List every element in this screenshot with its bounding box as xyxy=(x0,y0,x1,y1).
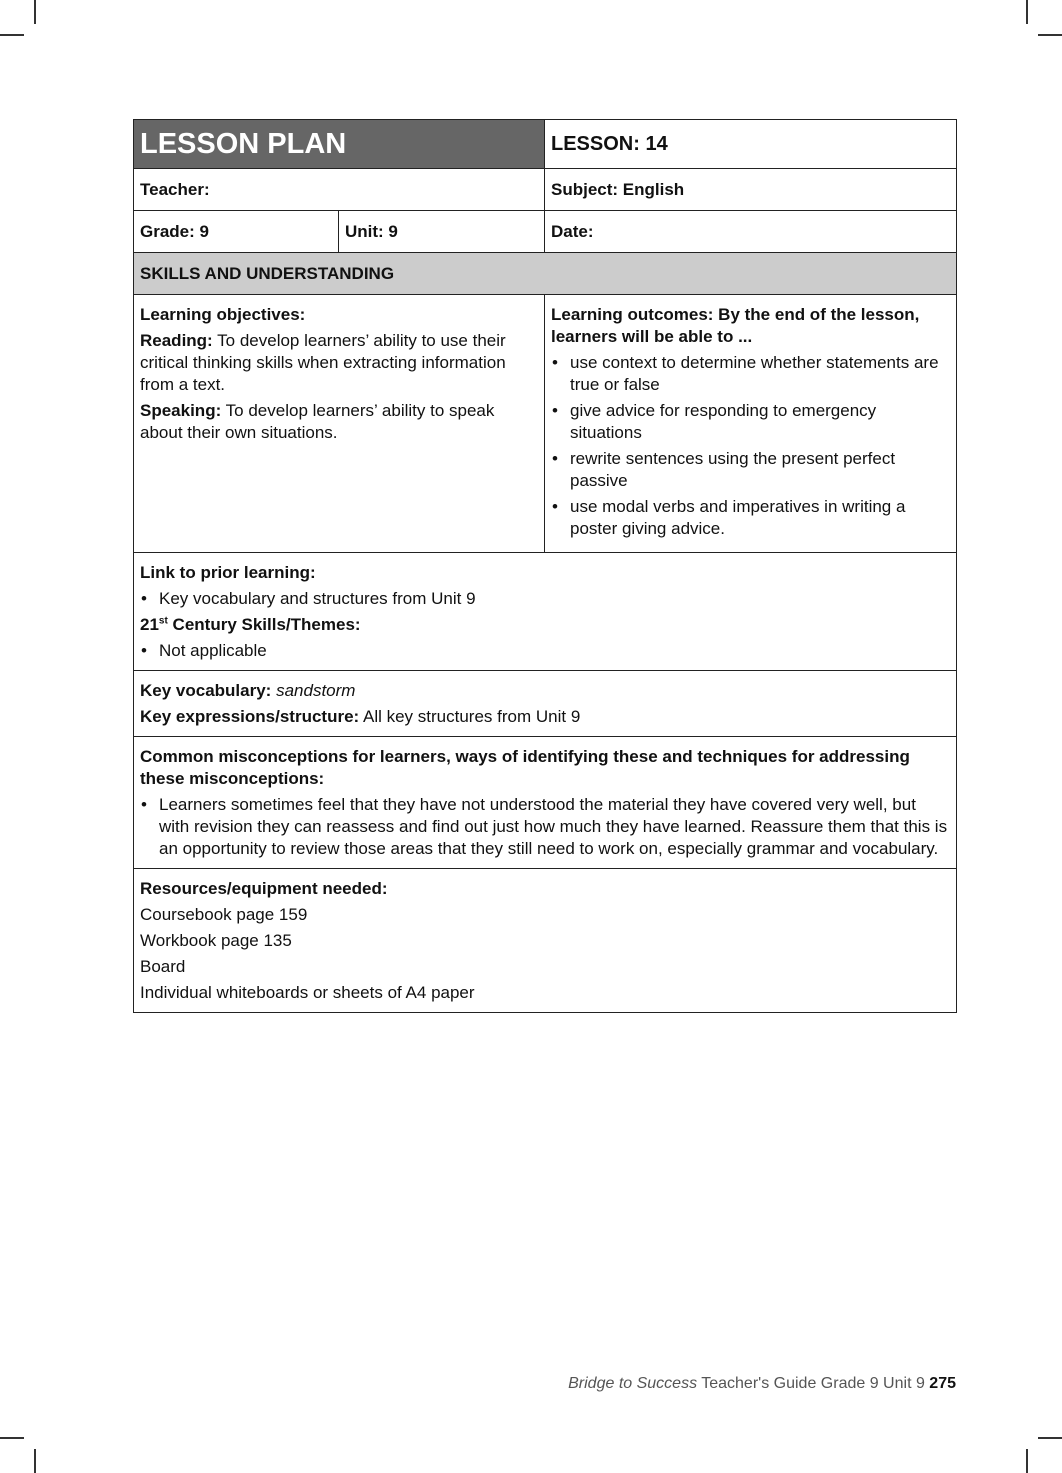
speaking-objective xyxy=(140,400,538,444)
crop-mark xyxy=(1026,0,1028,24)
list-item: • Learners sometimes feel that they have not understood the material they have covered very well, but with revision they can reassess and find out just how much they have learned. Reassure them that this is an opportunity to review those areas that they still need to work on, especially grammar and vocabulary. xyxy=(140,794,950,860)
learning-outcomes-heading: Learning outcomes: By the end of the lesson, learners will be able to ... xyxy=(551,305,920,346)
list-item: • rewrite sentences using the present perfect passive xyxy=(551,448,950,492)
list-item: • Not applicable xyxy=(140,640,950,662)
resource-item: Individual whiteboards or sheets of A4 paper xyxy=(140,983,475,1002)
book-title: Bridge to Success xyxy=(568,1375,698,1392)
century-suffix: st xyxy=(158,615,168,627)
learning-outcomes-list xyxy=(551,352,950,540)
list-item: • use modal verbs and imperatives in writing a poster giving advice. xyxy=(551,496,950,540)
page-footer xyxy=(0,1375,956,1393)
lesson-number: LESSON: 14 xyxy=(545,120,957,169)
lesson-plan-table xyxy=(133,119,957,1013)
century-skills-label: Century Skills/Themes: xyxy=(167,615,361,634)
crop-mark xyxy=(1038,1437,1062,1439)
resource-item: Workbook page 135 xyxy=(140,931,292,950)
resources-cell xyxy=(134,869,957,1013)
key-vocabulary xyxy=(140,680,950,702)
reading-objective xyxy=(140,330,538,396)
guide-text: Teacher's Guide Grade 9 Unit 9 xyxy=(697,1375,930,1392)
key-expressions-label: Key expressions/structure: xyxy=(140,707,360,726)
century-number: 21 xyxy=(140,615,159,634)
date-field: Date: xyxy=(545,211,957,253)
crop-mark xyxy=(1038,34,1062,36)
speaking-label: Speaking: xyxy=(140,401,222,420)
list-item: • give advice for responding to emergency situations xyxy=(551,400,950,444)
lesson-plan-title: LESSON PLAN xyxy=(134,120,545,169)
misconceptions-heading: Common misconceptions for learners, ways of identifying these and techniques for addressing these misconceptions: xyxy=(140,747,910,788)
learning-outcomes-cell xyxy=(545,295,957,553)
page-number: 275 xyxy=(929,1375,956,1392)
reading-text: To develop learners’ ability to use their critical thinking skills when extracting information from a text. xyxy=(140,331,506,394)
learning-objectives-cell xyxy=(134,295,545,553)
grade-field: Grade: 9 xyxy=(134,211,339,253)
crop-mark xyxy=(0,34,24,36)
century-skills-list xyxy=(140,640,950,662)
key-vocabulary-label: Key vocabulary: xyxy=(140,681,272,700)
skills-section-heading: SKILLS AND UNDERSTANDING xyxy=(134,253,957,295)
learning-objectives-heading: Learning objectives: xyxy=(140,305,306,324)
prior-learning-heading: Link to prior learning: xyxy=(140,563,316,582)
prior-learning-cell xyxy=(134,553,957,671)
vocabulary-cell xyxy=(134,671,957,737)
reading-label: Reading: xyxy=(140,331,213,350)
key-vocabulary-value: sandstorm xyxy=(276,681,356,700)
resources-heading: Resources/equipment needed: xyxy=(140,879,388,898)
century-skills-heading xyxy=(140,614,950,636)
crop-mark xyxy=(34,1449,36,1473)
crop-mark xyxy=(0,1437,24,1439)
misconceptions-cell xyxy=(134,737,957,869)
key-expressions-value: All key structures from Unit 9 xyxy=(359,707,581,726)
crop-mark xyxy=(1026,1449,1028,1473)
teacher-field: Teacher: xyxy=(134,169,545,211)
resource-item: Board xyxy=(140,957,186,976)
subject-field: Subject: English xyxy=(545,169,957,211)
misconceptions-list xyxy=(140,794,950,860)
prior-learning-list xyxy=(140,588,950,610)
unit-field: Unit: 9 xyxy=(339,211,545,253)
speaking-text: To develop learners’ ability to speak about their own situations. xyxy=(140,401,495,442)
list-item: • use context to determine whether statements are true or false xyxy=(551,352,950,396)
crop-mark xyxy=(34,0,36,24)
resource-item: Coursebook page 159 xyxy=(140,905,308,924)
key-expressions xyxy=(140,706,950,728)
list-item: • Key vocabulary and structures from Unit 9 xyxy=(140,588,950,610)
